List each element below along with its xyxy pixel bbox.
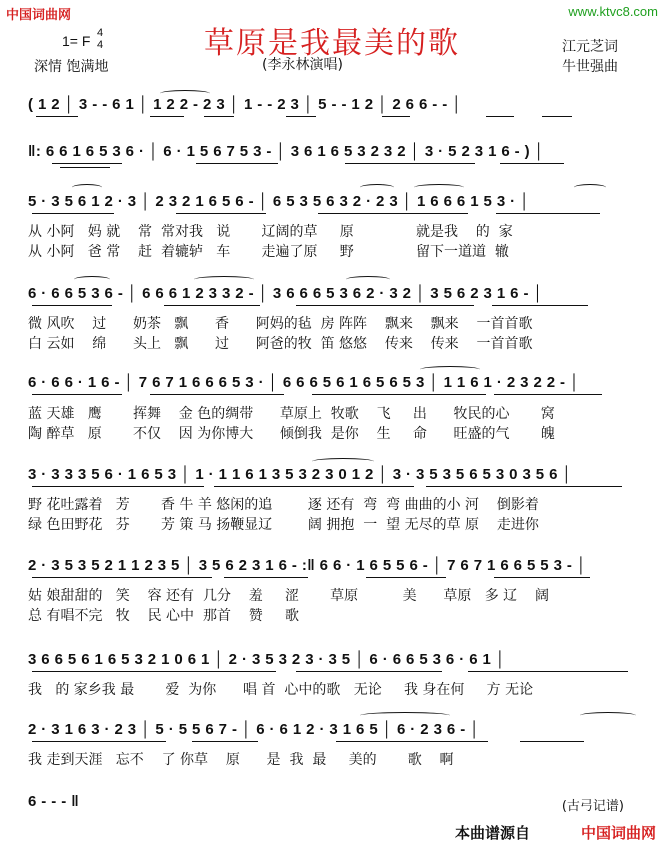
score-line: 3 6 6 5 6 1 6 5 3 2 1 0 6 1 │ 2 · 3 5 3 2 3 · 3 5 │ 6 · 6 6 5 3 6 · 6 1 │ — [28, 651, 506, 668]
lyrics-verse-2: 总 有唱不完 牧 民 心中 那首 赞 歌 — [28, 608, 300, 624]
score-line: 2 · 3 1 6 3 · 2 3 │ 5 · 5 5 6 7 - │ 6 · 6 1 2 · 3 1 6 5 │ 6 · 2 3 6 - │ — [28, 721, 480, 738]
site-url[interactable]: www.ktvc8.com — [568, 4, 658, 19]
beam — [214, 486, 414, 487]
slur — [160, 90, 210, 97]
lyrics-verse-1: 蓝 天雄 鹰 挥舞 金 色的绸带 草原上 牧歌 飞 出 牧民的心 窝 — [28, 406, 555, 422]
lyrics-verse-1: 我 的 家乡我 最 爱 为你 唱 首 心中的歌 无论 我 身在何 方 无论 — [28, 682, 534, 698]
beam — [204, 116, 234, 117]
beam — [312, 394, 486, 395]
transcriber-note: (古弓记谱) — [561, 799, 624, 814]
beam — [32, 213, 114, 214]
score-line: 3 · 3 3 3 5 6 · 1 6 5 3 │ 1 · 1 1 6 1 3 5 3 2 3 0 1 2 │ 3 · 3 5 3 5 6 5 3 0 3 5 6 │ — [28, 466, 573, 483]
meter-bottom: 4 — [97, 39, 104, 51]
lyrics-verse-2: 从 小阿 爸 常 赶 着辘轳 车 走遍了原 野 留下一道道 辙 — [28, 244, 509, 260]
slur — [414, 184, 464, 191]
score-line: ( 1 2 │ 3 - - 6 1 │ 1 2 2 - 2 3 │ 1 - - 2 3 │ 5 - - 1 2 │ 2 6 6 - - │ — [28, 96, 462, 113]
beam — [468, 671, 628, 672]
slur — [574, 184, 606, 191]
score-line: 6 · 6 6 5 3 6 - │ 6 6 6 1 2 3 3 2 - │ 3 6 6 6 5 3 6 2 · 3 2 │ 3 5 6 2 3 1 6 - │ — [28, 285, 544, 302]
score-line: 6 · 6 6 · 1 6 - │ 7 6 7 1 6 6 6 5 3 · │ 6 6 6 5 6 1 6 5 6 5 3 │ 1 1 6 1 · 2 3 2 2 - │ — [28, 374, 580, 391]
score-line: 2 · 3 5 3 5 2 1 1 2 3 5 │ 3 5 6 2 3 1 6 - :‖ 6 6 · 1 6 5 5 6 - │ 7 6 7 1 6 6 5 5 3 - │ — [28, 557, 587, 574]
beam — [336, 741, 488, 742]
beam — [52, 163, 122, 164]
song-title: 草原是我最美的歌 — [204, 26, 460, 61]
beam — [520, 741, 584, 742]
lyrics-verse-1: 从 小阿 妈 就 常 常对我 说 辽阔的草 原 就是我 的 家 — [28, 224, 513, 240]
lyrics-verse-1: 姑 娘甜甜的 笑 容 还有 几分 羞 涩 草原 美 草原 多 辽 阔 — [28, 588, 549, 604]
beam — [150, 116, 184, 117]
beam — [196, 163, 278, 164]
beam — [366, 577, 446, 578]
lyrics-verse-2: 白 云如 绵 头上 飘 过 阿爸的牧 笛 悠悠 传来 传来 一首首歌 — [28, 336, 533, 352]
beam — [486, 116, 514, 117]
slur — [72, 184, 102, 191]
beam — [296, 305, 474, 306]
beam — [494, 394, 602, 395]
score-line: ‖: 6 6 1 6 5 3 6 · │ 6 · 1 5 6 7 5 3 - │ 3 6 1 6 5 3 2 3 2 │ 3 · 5 2 3 1 6 - ) │ — [28, 143, 545, 160]
key-signature: 1= F — [62, 33, 91, 49]
beam — [382, 116, 410, 117]
score-line: 6 - - - ‖ — [28, 793, 80, 810]
beam — [36, 116, 78, 117]
beam — [296, 671, 442, 672]
composer-credit: 牛世强曲 — [562, 59, 618, 75]
meter-top: 4 — [97, 27, 104, 39]
lyrics-verse-2: 陶 醉草 原 不仅 因 为你博大 倾倒我 是你 生 命 旺盛的气 魄 — [28, 426, 555, 442]
lyrics-verse-1: 我 走到天涯 忘不 了 你草 原 是 我 最 美的 歌 啊 — [28, 752, 454, 768]
tempo-marking: 深情 饱满地 — [34, 59, 109, 75]
beam — [494, 577, 590, 578]
singer-credit: (李永林演唱) — [262, 57, 343, 73]
beam — [500, 163, 564, 164]
lyricist-credit: 江元芝词 — [562, 39, 618, 55]
beam — [192, 741, 258, 742]
beam — [542, 116, 572, 117]
lyrics-verse-1: 野 花吐露着 芳 香 牛 羊 悠闲的追 逐 还有 弯 弯 曲曲的小 河 倒影着 — [28, 497, 539, 513]
beam — [426, 486, 622, 487]
slur — [360, 184, 394, 191]
source-label: 本曲谱源自 — [454, 824, 530, 842]
beam — [318, 213, 468, 214]
beam — [32, 305, 112, 306]
beam — [60, 167, 110, 168]
lyrics-verse-1: 微 风吹 过 奶茶 飘 香 阿妈的毡 房 阵阵 飘来 飘来 一首首歌 — [28, 316, 533, 332]
beam — [224, 577, 308, 578]
beam — [32, 394, 122, 395]
beam — [492, 305, 588, 306]
score-line: 5 · 3 5 6 1 2 · 3 │ 2 3 2 1 6 5 6 - │ 6 5 3 5 6 3 2 · 2 3 │ 1 6 6 6 1 5 3 · │ — [28, 193, 530, 210]
beam — [176, 213, 266, 214]
beam — [164, 305, 260, 306]
beam — [345, 163, 475, 164]
beam — [32, 741, 166, 742]
source-site[interactable]: 中国词曲网 — [580, 824, 656, 842]
time-signature — [97, 27, 103, 51]
slur — [346, 276, 390, 283]
beam — [150, 394, 284, 395]
beam — [32, 577, 212, 578]
beam — [32, 671, 276, 672]
beam — [32, 486, 204, 487]
lyrics-verse-2: 绿 色田野花 芬 芳 策 马 扬鞭显辽 阔 拥抱 一 望 无尽的草 原 走进你 — [28, 517, 539, 533]
site-logo-left: 中国词曲网 — [6, 8, 72, 23]
slur — [420, 366, 480, 373]
slur — [360, 712, 450, 719]
slur — [74, 276, 110, 283]
slur — [312, 458, 374, 465]
slur — [580, 712, 636, 719]
beam — [496, 213, 600, 214]
slur — [194, 276, 254, 283]
beam — [286, 116, 316, 117]
